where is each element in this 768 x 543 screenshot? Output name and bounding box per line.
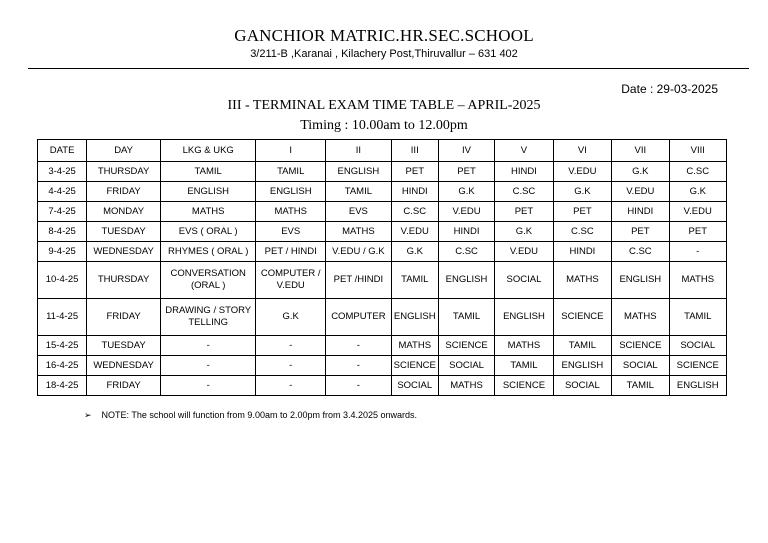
table-cell: - bbox=[326, 376, 392, 396]
table-cell: 10-4-25 bbox=[38, 262, 87, 299]
table-cell: G.K bbox=[669, 182, 726, 202]
table-cell: HINDI bbox=[553, 242, 611, 262]
column-header: DATE bbox=[38, 140, 87, 162]
column-header: VIII bbox=[669, 140, 726, 162]
table-cell: WEDNESDAY bbox=[87, 356, 161, 376]
table-cell: TAMIL bbox=[161, 162, 256, 182]
table-row bbox=[38, 299, 727, 336]
table-cell: THURSDAY bbox=[87, 162, 161, 182]
table-row bbox=[38, 262, 727, 299]
column-header: III bbox=[391, 140, 438, 162]
table-cell: PET bbox=[553, 202, 611, 222]
table-cell: TAMIL bbox=[612, 376, 669, 396]
table-cell: TAMIL bbox=[553, 336, 611, 356]
table-header-row bbox=[38, 140, 727, 162]
column-header: II bbox=[326, 140, 392, 162]
table-cell: C.SC bbox=[438, 242, 494, 262]
table-cell: HINDI bbox=[438, 222, 494, 242]
table-cell: - bbox=[669, 242, 726, 262]
table-cell: PET bbox=[391, 162, 438, 182]
table-cell: MATHS bbox=[669, 262, 726, 299]
table-cell: C.SC bbox=[612, 242, 669, 262]
table-cell: ENGLISH bbox=[391, 299, 438, 336]
table-cell: ENGLISH bbox=[669, 376, 726, 396]
table-cell: SCIENCE bbox=[495, 376, 553, 396]
header-divider bbox=[28, 68, 749, 69]
table-cell: FRIDAY bbox=[87, 299, 161, 336]
exam-title: III - TERMINAL EXAM TIME TABLE – APRIL-2025 bbox=[227, 98, 541, 113]
table-cell: SOCIAL bbox=[391, 376, 438, 396]
table-cell: - bbox=[161, 376, 256, 396]
table-cell: PET / HINDI bbox=[256, 242, 326, 262]
column-header: VII bbox=[612, 140, 669, 162]
table-cell: EVS bbox=[326, 202, 392, 222]
table-cell: HINDI bbox=[391, 182, 438, 202]
table-cell: V.EDU bbox=[495, 242, 553, 262]
table-cell: WEDNESDAY bbox=[87, 242, 161, 262]
table-cell: COMPUTER / V.EDU bbox=[256, 262, 326, 299]
table-cell: - bbox=[326, 356, 392, 376]
table-cell: PET bbox=[495, 202, 553, 222]
table-cell: MATHS bbox=[161, 202, 256, 222]
table-cell: SOCIAL bbox=[438, 356, 494, 376]
column-header: V bbox=[495, 140, 553, 162]
table-cell: RHYMES ( ORAL ) bbox=[161, 242, 256, 262]
table-cell: C.SC bbox=[391, 202, 438, 222]
table-cell: ENGLISH bbox=[256, 182, 326, 202]
table-cell: SCIENCE bbox=[612, 336, 669, 356]
table-cell: - bbox=[161, 336, 256, 356]
table-cell: PET /HINDI bbox=[326, 262, 392, 299]
table-cell: TAMIL bbox=[495, 356, 553, 376]
column-header: DAY bbox=[87, 140, 161, 162]
table-cell: TAMIL bbox=[256, 162, 326, 182]
table-cell: HINDI bbox=[612, 202, 669, 222]
table-cell: SOCIAL bbox=[495, 262, 553, 299]
table-row bbox=[38, 202, 727, 222]
arrow-bullet-icon: ➢ bbox=[84, 410, 92, 420]
school-name: GANCHIOR MATRIC.HR.SEC.SCHOOL bbox=[234, 26, 534, 45]
note bbox=[84, 410, 417, 421]
table-cell: SOCIAL bbox=[553, 376, 611, 396]
table-cell: TUESDAY bbox=[87, 336, 161, 356]
school-address: 3/211-B ,Karanai , Kilachery Post,Thiruvallur – 631 402 bbox=[250, 48, 518, 60]
table-cell: MATHS bbox=[438, 376, 494, 396]
table-cell: COMPUTER bbox=[326, 299, 392, 336]
table-cell: MATHS bbox=[612, 299, 669, 336]
table-cell: SCIENCE bbox=[438, 336, 494, 356]
table-cell: 8-4-25 bbox=[38, 222, 87, 242]
column-header: VI bbox=[553, 140, 611, 162]
table-cell: TAMIL bbox=[326, 182, 392, 202]
table-cell: MATHS bbox=[553, 262, 611, 299]
table-cell: 4-4-25 bbox=[38, 182, 87, 202]
table-cell: 18-4-25 bbox=[38, 376, 87, 396]
table-cell: EVS bbox=[256, 222, 326, 242]
table-cell: EVS ( ORAL ) bbox=[161, 222, 256, 242]
table-cell: SCIENCE bbox=[669, 356, 726, 376]
table-cell: V.EDU bbox=[553, 162, 611, 182]
table-cell: - bbox=[256, 376, 326, 396]
table-cell: G.K bbox=[612, 162, 669, 182]
table-cell: MATHS bbox=[391, 336, 438, 356]
timetable-body bbox=[38, 162, 727, 396]
table-cell: 15-4-25 bbox=[38, 336, 87, 356]
table-cell: SOCIAL bbox=[612, 356, 669, 376]
table-cell: SCIENCE bbox=[553, 299, 611, 336]
table-cell: CONVERSATION (ORAL ) bbox=[161, 262, 256, 299]
table-cell: G.K bbox=[553, 182, 611, 202]
table-cell: ENGLISH bbox=[438, 262, 494, 299]
table-cell: HINDI bbox=[495, 162, 553, 182]
table-cell: ENGLISH bbox=[326, 162, 392, 182]
table-cell: MATHS bbox=[326, 222, 392, 242]
table-cell: PET bbox=[669, 222, 726, 242]
table-cell: - bbox=[256, 336, 326, 356]
table-cell: TAMIL bbox=[669, 299, 726, 336]
table-cell: - bbox=[326, 336, 392, 356]
table-cell: TAMIL bbox=[438, 299, 494, 336]
table-cell: G.K bbox=[495, 222, 553, 242]
table-cell: MONDAY bbox=[87, 202, 161, 222]
table-cell: FRIDAY bbox=[87, 182, 161, 202]
table-cell: PET bbox=[612, 222, 669, 242]
table-cell: TUESDAY bbox=[87, 222, 161, 242]
column-header: LKG & UKG bbox=[161, 140, 256, 162]
table-cell: 11-4-25 bbox=[38, 299, 87, 336]
table-cell: FRIDAY bbox=[87, 376, 161, 396]
table-cell: V.EDU bbox=[438, 202, 494, 222]
table-cell: DRAWING / STORY TELLING bbox=[161, 299, 256, 336]
table-cell: C.SC bbox=[553, 222, 611, 242]
table-cell: - bbox=[256, 356, 326, 376]
table-cell: G.K bbox=[256, 299, 326, 336]
table-row bbox=[38, 336, 727, 356]
table-cell: THURSDAY bbox=[87, 262, 161, 299]
note-text: NOTE: The school will function from 9.00am to 2.00pm from 3.4.2025 onwards. bbox=[101, 410, 418, 420]
table-cell: V.EDU bbox=[391, 222, 438, 242]
table-cell: V.EDU bbox=[669, 202, 726, 222]
table-cell: PET bbox=[438, 162, 494, 182]
table-cell: ENGLISH bbox=[612, 262, 669, 299]
column-header: I bbox=[256, 140, 326, 162]
table-cell: ENGLISH bbox=[553, 356, 611, 376]
document-date: Date : 29-03-2025 bbox=[621, 82, 718, 96]
exam-timing: Timing : 10.00am to 12.00pm bbox=[300, 118, 468, 133]
table-cell: C.SC bbox=[669, 162, 726, 182]
table-cell: SCIENCE bbox=[391, 356, 438, 376]
table-row bbox=[38, 162, 727, 182]
table-row bbox=[38, 222, 727, 242]
table-cell: ENGLISH bbox=[495, 299, 553, 336]
table-cell: ENGLISH bbox=[161, 182, 256, 202]
table-row bbox=[38, 356, 727, 376]
table-cell: - bbox=[161, 356, 256, 376]
table-cell: MATHS bbox=[256, 202, 326, 222]
table-cell: SOCIAL bbox=[669, 336, 726, 356]
timetable bbox=[37, 139, 727, 396]
table-cell: TAMIL bbox=[391, 262, 438, 299]
table-cell: 16-4-25 bbox=[38, 356, 87, 376]
table-cell: G.K bbox=[391, 242, 438, 262]
table-row bbox=[38, 242, 727, 262]
table-row bbox=[38, 182, 727, 202]
table-cell: 9-4-25 bbox=[38, 242, 87, 262]
table-cell: G.K bbox=[438, 182, 494, 202]
table-cell: MATHS bbox=[495, 336, 553, 356]
table-cell: 7-4-25 bbox=[38, 202, 87, 222]
table-cell: V.EDU bbox=[612, 182, 669, 202]
table-cell: 3-4-25 bbox=[38, 162, 87, 182]
table-row bbox=[38, 376, 727, 396]
table-cell: V.EDU / G.K bbox=[326, 242, 392, 262]
table-cell: C.SC bbox=[495, 182, 553, 202]
column-header: IV bbox=[438, 140, 494, 162]
